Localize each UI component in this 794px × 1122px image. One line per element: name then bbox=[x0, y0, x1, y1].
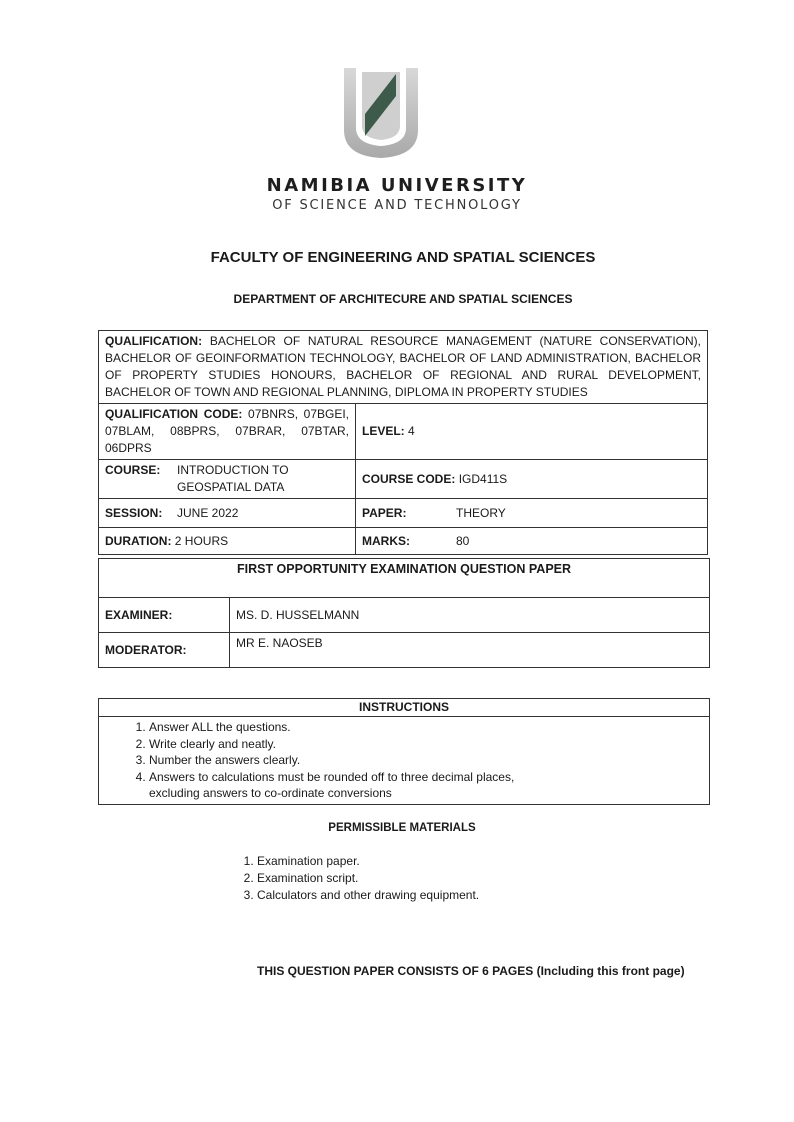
level-label: LEVEL: bbox=[362, 424, 405, 438]
course-value-line2: GEOSPATIAL DATA bbox=[177, 480, 285, 494]
page-count-note: THIS QUESTION PAPER CONSISTS OF 6 PAGES (Including this front page) bbox=[257, 964, 685, 978]
session-cell bbox=[99, 499, 356, 528]
list-item: 2. Examination script. bbox=[257, 870, 479, 887]
course-cell bbox=[99, 460, 356, 499]
department-title: DEPARTMENT OF ARCHITECURE AND SPATIAL SCIENCES bbox=[233, 292, 573, 306]
course-details-table bbox=[98, 330, 708, 555]
list-item: 3. Calculators and other drawing equipment. bbox=[257, 887, 479, 904]
course-code-label: COURSE CODE: bbox=[362, 471, 456, 486]
course-code-cell bbox=[356, 460, 708, 499]
university-subtitle: OF SCIENCE AND TECHNOLOGY bbox=[272, 198, 522, 213]
instructions-body bbox=[99, 717, 710, 805]
marks-label: MARKS: bbox=[362, 533, 410, 548]
qualification-label: QUALIFICATION: bbox=[105, 334, 203, 348]
duration-value: 2 HOURS bbox=[174, 533, 229, 548]
moderator-value: MR E. NAOSEB bbox=[230, 633, 710, 668]
duration-label: DURATION: bbox=[105, 533, 172, 548]
list-item: 4. Answers to calculations must be rounded off to three decimal places, excluding answers to co-ordinate conversions bbox=[149, 769, 559, 802]
level-value: 4 bbox=[408, 424, 415, 438]
list-item: 2. Write clearly and neatly. bbox=[149, 736, 703, 753]
paper-value: THEORY bbox=[456, 505, 506, 520]
examiner-value: MS. D. HUSSELMANN bbox=[230, 598, 710, 633]
moderator-label: MODERATOR: bbox=[99, 633, 230, 668]
qualification-code-value: 07BNRS, 07BGEI, 07BLAM, 08BPRS, 07BRAR, 07BTAR, 06DPRS bbox=[105, 407, 350, 455]
duration-cell bbox=[99, 528, 356, 555]
list-item: 3. Number the answers clearly. bbox=[149, 752, 703, 769]
university-logo bbox=[338, 66, 424, 160]
faculty-title: FACULTY OF ENGINEERING AND SPATIAL SCIENCES bbox=[210, 249, 596, 266]
qualification-cell bbox=[99, 331, 708, 404]
qualification-value: BACHELOR OF NATURAL RESOURCE MANAGEMENT (NATURE CONSERVATION), BACHELOR OF GEOINFORMATION TECHNOLOGY, BACHELOR OF LAND ADMINISTRATION, BACHELOR OF PROPERTY STUDIES HONOURS, BACHELOR OF REGIONAL AND RURAL DEVELOPMENT, BACHELOR OF TOWN AND REGIONAL PLANNING, DIPLOMA IN PROPERTY STUDIES bbox=[105, 334, 701, 399]
session-value: JUNE 2022 bbox=[177, 505, 239, 520]
session-label: SESSION: bbox=[105, 505, 163, 520]
marks-value: 80 bbox=[456, 533, 470, 548]
level-cell bbox=[356, 404, 708, 460]
marks-cell bbox=[356, 528, 708, 555]
permissible-list bbox=[232, 853, 479, 904]
permissible-heading: PERMISSIBLE MATERIALS bbox=[328, 822, 476, 834]
course-code-value: IGD411S bbox=[458, 471, 508, 486]
course-label: COURSE: bbox=[105, 463, 161, 477]
course-value-line1: INTRODUCTION TO bbox=[177, 463, 289, 477]
exam-heading: FIRST OPPORTUNITY EXAMINATION QUESTION PAPER bbox=[99, 559, 710, 598]
qualification-code-cell bbox=[99, 404, 356, 460]
examiner-label: EXAMINER: bbox=[99, 598, 230, 633]
exam-table bbox=[98, 558, 710, 668]
instructions-heading: INSTRUCTIONS bbox=[99, 699, 710, 717]
instructions-list bbox=[99, 719, 703, 802]
instructions-table bbox=[98, 698, 710, 805]
list-item: 1. Examination paper. bbox=[257, 853, 479, 870]
paper-label: PAPER: bbox=[362, 505, 407, 520]
paper-cell bbox=[356, 499, 708, 528]
qualification-code-label: QUALIFICATION CODE: bbox=[105, 407, 243, 421]
list-item: 1. Answer ALL the questions. bbox=[149, 719, 703, 736]
university-name: NAMIBIA UNIVERSITY bbox=[266, 175, 528, 196]
